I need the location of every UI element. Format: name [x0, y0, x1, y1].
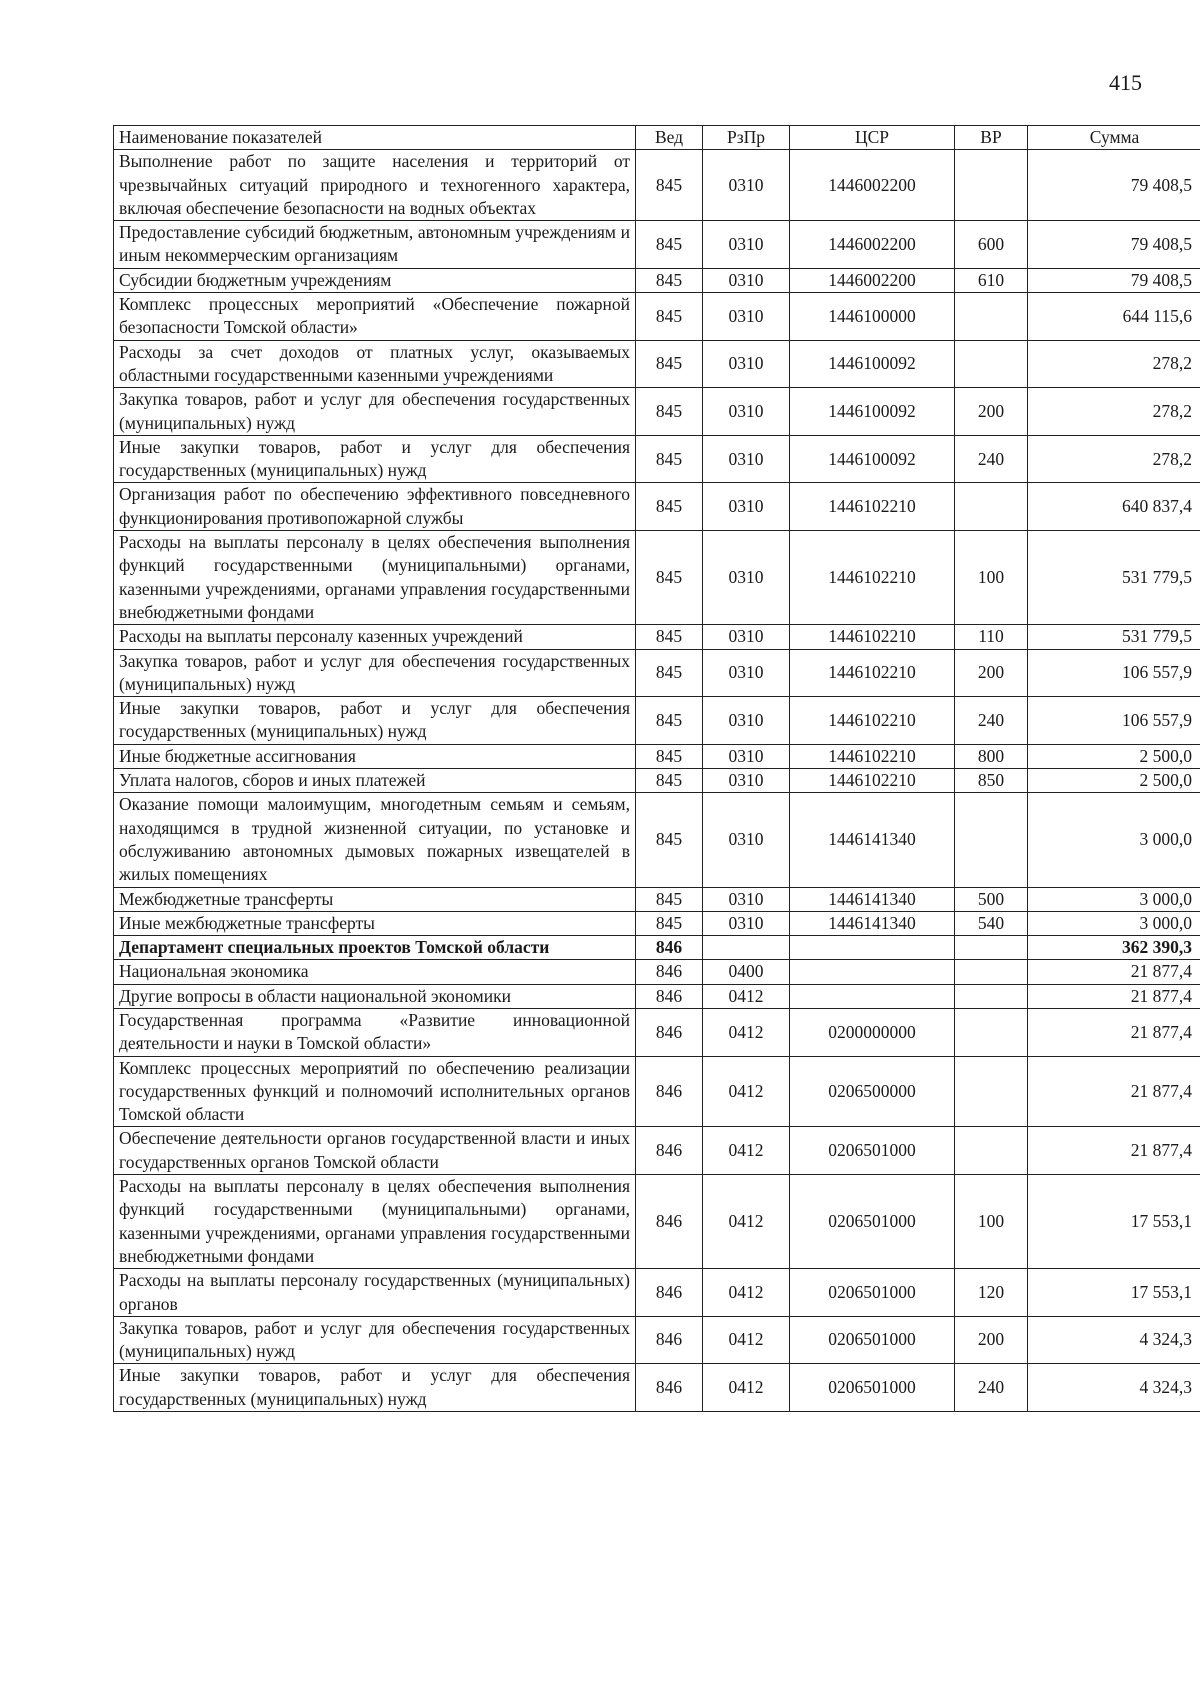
cell-ved: 846: [636, 1127, 703, 1175]
cell-name: Комплекс процессных мероприятий по обеспечению реализации государственных функций и полномочий исполнительных органов Томской области: [114, 1056, 636, 1127]
cell-sum: 278,2: [1028, 388, 1200, 436]
cell-vr: 600: [955, 221, 1028, 269]
table-row: [114, 268, 1200, 292]
cell-name: Расходы за счет доходов от платных услуг, оказываемых областными государственными казенными учреждениями: [114, 340, 636, 388]
table-body: [114, 150, 1200, 1412]
cell-sum: 4 324,3: [1028, 1316, 1200, 1364]
cell-csr: 0206501000: [790, 1269, 955, 1317]
cell-rzpr: 0310: [703, 744, 790, 768]
cell-sum: 531 779,5: [1028, 531, 1200, 625]
cell-ved: 845: [636, 769, 703, 793]
cell-ved: 845: [636, 221, 703, 269]
cell-name: Комплекс процессных мероприятий «Обеспечение пожарной безопасности Томской области»: [114, 293, 636, 341]
cell-rzpr: 0400: [703, 960, 790, 984]
cell-ved: 846: [636, 1364, 703, 1412]
table-row: [114, 1316, 1200, 1364]
cell-name: Расходы на выплаты персоналу государственных (муниципальных) органов: [114, 1269, 636, 1317]
cell-name: Выполнение работ по защите населения и территорий от чрезвычайных ситуаций природного и техногенного характера, включая обеспечение безопасности на водных объектах: [114, 150, 636, 221]
cell-sum: 362 390,3: [1028, 936, 1200, 960]
cell-vr: [955, 1056, 1028, 1127]
table-row: [114, 769, 1200, 793]
cell-csr: [790, 960, 955, 984]
cell-rzpr: 0310: [703, 887, 790, 911]
cell-ved: 846: [636, 1008, 703, 1056]
table-row: [114, 1175, 1200, 1269]
cell-rzpr: 0310: [703, 531, 790, 625]
cell-rzpr: 0310: [703, 483, 790, 531]
cell-csr: 1446102210: [790, 483, 955, 531]
cell-vr: [955, 150, 1028, 221]
cell-sum: 531 779,5: [1028, 625, 1200, 649]
header-name: Наименование показателей: [114, 126, 636, 150]
cell-vr: 100: [955, 1175, 1028, 1269]
cell-csr: 1446102210: [790, 625, 955, 649]
cell-vr: 200: [955, 388, 1028, 436]
cell-name: Расходы на выплаты персоналу казенных учреждений: [114, 625, 636, 649]
cell-name: Организация работ по обеспечению эффективного повседневного функционирования противопожарной службы: [114, 483, 636, 531]
cell-name: Департамент специальных проектов Томской области: [114, 936, 636, 960]
cell-rzpr: 0310: [703, 293, 790, 341]
cell-name: Иные бюджетные ассигнования: [114, 744, 636, 768]
cell-vr: 850: [955, 769, 1028, 793]
cell-rzpr: 0310: [703, 221, 790, 269]
cell-name: Иные межбюджетные трансферты: [114, 911, 636, 935]
cell-sum: 106 557,9: [1028, 649, 1200, 697]
cell-ved: 846: [636, 1175, 703, 1269]
budget-table: [113, 125, 1200, 1412]
cell-ved: 846: [636, 1316, 703, 1364]
cell-csr: 0206501000: [790, 1175, 955, 1269]
table-row: [114, 887, 1200, 911]
cell-vr: 240: [955, 1364, 1028, 1412]
cell-ved: 845: [636, 531, 703, 625]
cell-rzpr: 0310: [703, 435, 790, 483]
cell-sum: 79 408,5: [1028, 221, 1200, 269]
table-row: [114, 744, 1200, 768]
cell-sum: 4 324,3: [1028, 1364, 1200, 1412]
header-row: [114, 126, 1200, 150]
header-ved: Вед: [636, 126, 703, 150]
cell-csr: 1446100092: [790, 388, 955, 436]
cell-vr: [955, 960, 1028, 984]
header-rzpr: РзПр: [703, 126, 790, 150]
cell-sum: 21 877,4: [1028, 960, 1200, 984]
cell-rzpr: 0310: [703, 649, 790, 697]
cell-rzpr: 0412: [703, 1056, 790, 1127]
cell-rzpr: 0310: [703, 340, 790, 388]
cell-ved: 845: [636, 483, 703, 531]
cell-name: Межбюджетные трансферты: [114, 887, 636, 911]
cell-sum: 278,2: [1028, 340, 1200, 388]
cell-ved: 845: [636, 268, 703, 292]
table-row: [114, 697, 1200, 745]
cell-ved: 845: [636, 435, 703, 483]
cell-csr: 1446100092: [790, 340, 955, 388]
cell-vr: [955, 793, 1028, 887]
cell-vr: [955, 936, 1028, 960]
cell-vr: [955, 483, 1028, 531]
table-row: [114, 531, 1200, 625]
cell-csr: 0206501000: [790, 1364, 955, 1412]
cell-rzpr: 0412: [703, 984, 790, 1008]
cell-csr: 1446141340: [790, 887, 955, 911]
cell-sum: 2 500,0: [1028, 744, 1200, 768]
cell-sum: 79 408,5: [1028, 150, 1200, 221]
cell-csr: 1446002200: [790, 221, 955, 269]
table-row: [114, 625, 1200, 649]
cell-ved: 846: [636, 984, 703, 1008]
cell-name: Государственная программа «Развитие инновационной деятельности и науки в Томской области»: [114, 1008, 636, 1056]
cell-vr: 540: [955, 911, 1028, 935]
cell-sum: 644 115,6: [1028, 293, 1200, 341]
cell-ved: 845: [636, 697, 703, 745]
cell-csr: 1446002200: [790, 150, 955, 221]
cell-csr: 1446100092: [790, 435, 955, 483]
table-row: [114, 960, 1200, 984]
cell-vr: 240: [955, 435, 1028, 483]
cell-vr: [955, 1008, 1028, 1056]
cell-rzpr: 0310: [703, 769, 790, 793]
cell-csr: 1446102210: [790, 744, 955, 768]
cell-vr: [955, 340, 1028, 388]
cell-ved: 846: [636, 1269, 703, 1317]
cell-ved: 845: [636, 150, 703, 221]
cell-name: Закупка товаров, работ и услуг для обеспечения государственных (муниципальных) нужд: [114, 388, 636, 436]
cell-ved: 845: [636, 625, 703, 649]
cell-rzpr: 0310: [703, 911, 790, 935]
table-row: [114, 293, 1200, 341]
header-csr: ЦСР: [790, 126, 955, 150]
cell-sum: 21 877,4: [1028, 1056, 1200, 1127]
cell-csr: [790, 936, 955, 960]
cell-name: Оказание помощи малоимущим, многодетным семьям и семьям, находящимся в трудной жизненной ситуации, по установке и обслуживанию автономных дымовых пожарных извещателей в жилых помещениях: [114, 793, 636, 887]
cell-name: Субсидии бюджетным учреждениям: [114, 268, 636, 292]
cell-csr: 1446102210: [790, 697, 955, 745]
table-row: [114, 911, 1200, 935]
table-row: [114, 936, 1200, 960]
table-row: [114, 1008, 1200, 1056]
table-row: [114, 221, 1200, 269]
cell-vr: [955, 1127, 1028, 1175]
cell-csr: 1446141340: [790, 793, 955, 887]
cell-rzpr: 0310: [703, 697, 790, 745]
cell-sum: 278,2: [1028, 435, 1200, 483]
cell-csr: 1446141340: [790, 911, 955, 935]
cell-sum: 3 000,0: [1028, 793, 1200, 887]
cell-sum: 106 557,9: [1028, 697, 1200, 745]
cell-sum: 21 877,4: [1028, 984, 1200, 1008]
cell-csr: 0206500000: [790, 1056, 955, 1127]
cell-rzpr: 0412: [703, 1364, 790, 1412]
table-row: [114, 150, 1200, 221]
cell-ved: 845: [636, 293, 703, 341]
cell-ved: 845: [636, 340, 703, 388]
cell-rzpr: 0310: [703, 793, 790, 887]
cell-rzpr: 0310: [703, 268, 790, 292]
cell-sum: 17 553,1: [1028, 1269, 1200, 1317]
cell-vr: 110: [955, 625, 1028, 649]
cell-sum: 2 500,0: [1028, 769, 1200, 793]
cell-csr: 1446002200: [790, 268, 955, 292]
table-row: [114, 793, 1200, 887]
cell-csr: 0206501000: [790, 1316, 955, 1364]
table-row: [114, 649, 1200, 697]
cell-vr: [955, 984, 1028, 1008]
cell-vr: 120: [955, 1269, 1028, 1317]
cell-rzpr: [703, 936, 790, 960]
cell-ved: 846: [636, 936, 703, 960]
cell-csr: [790, 984, 955, 1008]
cell-csr: 1446102210: [790, 769, 955, 793]
cell-vr: 610: [955, 268, 1028, 292]
cell-csr: 1446102210: [790, 649, 955, 697]
cell-vr: [955, 293, 1028, 341]
cell-sum: 3 000,0: [1028, 887, 1200, 911]
cell-name: Иные закупки товаров, работ и услуг для обеспечения государственных (муниципальных) нужд: [114, 1364, 636, 1412]
cell-name: Национальная экономика: [114, 960, 636, 984]
cell-ved: 846: [636, 1056, 703, 1127]
table-row: [114, 483, 1200, 531]
cell-name: Другие вопросы в области национальной экономики: [114, 984, 636, 1008]
cell-rzpr: 0310: [703, 625, 790, 649]
table-row: [114, 340, 1200, 388]
cell-rzpr: 0412: [703, 1175, 790, 1269]
cell-name: Закупка товаров, работ и услуг для обеспечения государственных (муниципальных) нужд: [114, 649, 636, 697]
cell-name: Обеспечение деятельности органов государственной власти и иных государственных органов Томской области: [114, 1127, 636, 1175]
cell-vr: 200: [955, 649, 1028, 697]
cell-rzpr: 0412: [703, 1008, 790, 1056]
cell-sum: 3 000,0: [1028, 911, 1200, 935]
cell-ved: 845: [636, 911, 703, 935]
cell-vr: 500: [955, 887, 1028, 911]
cell-rzpr: 0310: [703, 150, 790, 221]
cell-sum: 640 837,4: [1028, 483, 1200, 531]
cell-name: Расходы на выплаты персоналу в целях обеспечения выполнения функций государственными (муниципальными) органами, казенными учреждениями, органами управления государственными внебюджетными фондами: [114, 1175, 636, 1269]
cell-sum: 21 877,4: [1028, 1008, 1200, 1056]
page-number: 415: [1109, 70, 1142, 95]
cell-rzpr: 0310: [703, 388, 790, 436]
table-header: [114, 126, 1200, 150]
cell-sum: 17 553,1: [1028, 1175, 1200, 1269]
cell-ved: 845: [636, 649, 703, 697]
cell-rzpr: 0412: [703, 1269, 790, 1317]
cell-ved: 845: [636, 887, 703, 911]
cell-name: Иные закупки товаров, работ и услуг для обеспечения государственных (муниципальных) нужд: [114, 697, 636, 745]
header-vr: ВР: [955, 126, 1028, 150]
table-row: [114, 1269, 1200, 1317]
cell-rzpr: 0412: [703, 1316, 790, 1364]
cell-name: Закупка товаров, работ и услуг для обеспечения государственных (муниципальных) нужд: [114, 1316, 636, 1364]
table-row: [114, 984, 1200, 1008]
cell-vr: 100: [955, 531, 1028, 625]
cell-csr: 0206501000: [790, 1127, 955, 1175]
cell-sum: 79 408,5: [1028, 268, 1200, 292]
cell-csr: 1446100000: [790, 293, 955, 341]
cell-csr: 1446102210: [790, 531, 955, 625]
table-row: [114, 1364, 1200, 1412]
table-row: [114, 435, 1200, 483]
cell-ved: 846: [636, 960, 703, 984]
cell-name: Предоставление субсидий бюджетным, автономным учреждениям и иным некоммерческим организациям: [114, 221, 636, 269]
cell-ved: 845: [636, 793, 703, 887]
header-sum: Сумма: [1028, 126, 1200, 150]
cell-vr: 200: [955, 1316, 1028, 1364]
cell-vr: 240: [955, 697, 1028, 745]
table-row: [114, 1127, 1200, 1175]
cell-ved: 845: [636, 744, 703, 768]
cell-vr: 800: [955, 744, 1028, 768]
cell-sum: 21 877,4: [1028, 1127, 1200, 1175]
cell-name: Иные закупки товаров, работ и услуг для обеспечения государственных (муниципальных) нужд: [114, 435, 636, 483]
cell-csr: 0200000000: [790, 1008, 955, 1056]
cell-name: Расходы на выплаты персоналу в целях обеспечения выполнения функций государственными (муниципальными) органами, казенными учреждениями, органами управления государственными внебюджетными фондами: [114, 531, 636, 625]
cell-ved: 845: [636, 388, 703, 436]
cell-rzpr: 0412: [703, 1127, 790, 1175]
table-row: [114, 388, 1200, 436]
table-row: [114, 1056, 1200, 1127]
cell-name: Уплата налогов, сборов и иных платежей: [114, 769, 636, 793]
